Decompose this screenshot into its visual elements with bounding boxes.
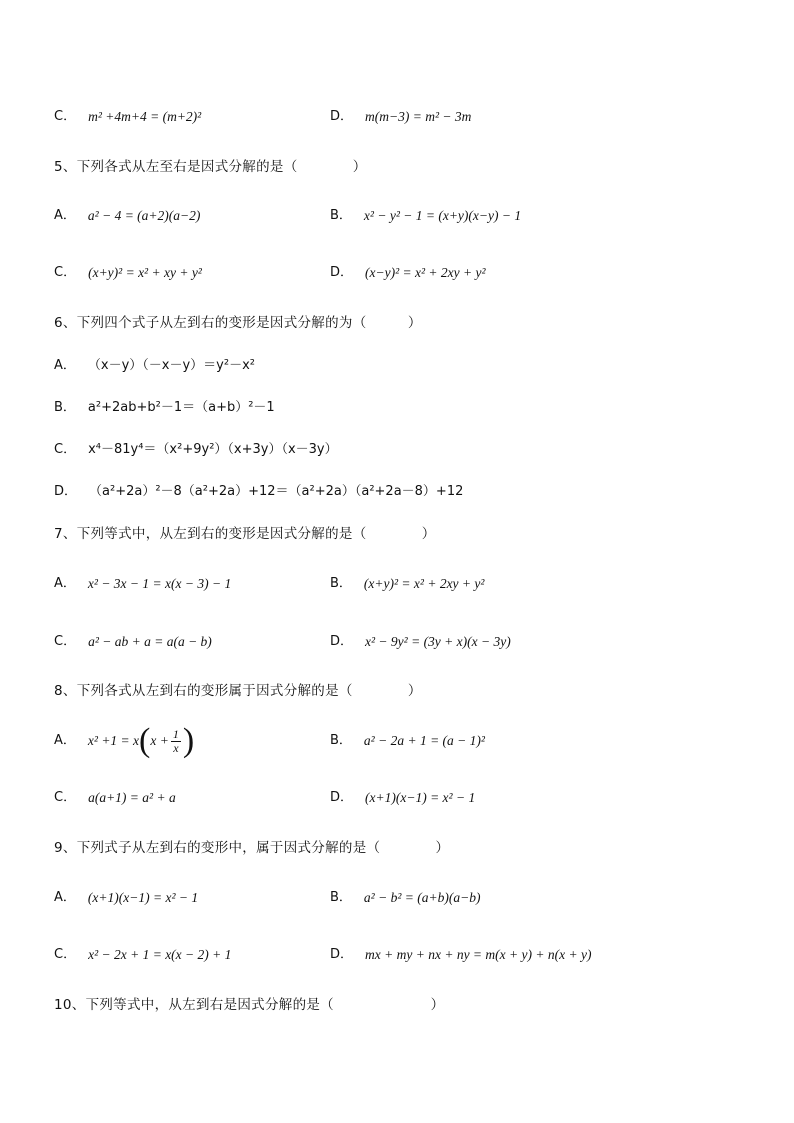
q7-option-a <box>54 575 231 593</box>
option-expression: a²+2ab+b²－1＝（a+b）²－1 <box>87 400 275 415</box>
option-expression: x⁴－81y⁴＝（x²+9y²）（x+3y）（x－3y） <box>88 442 338 457</box>
option-expression: a² − 4 = (a+2)(a−2) <box>87 208 201 223</box>
option-letter: D． <box>330 790 354 805</box>
option-letter: C． <box>54 109 77 124</box>
option-expression: a(a+1) = a² + a <box>88 790 176 805</box>
option-expression: x² − 2x + 1 = x(x − 2) + 1 <box>88 947 232 962</box>
q5-option-c <box>54 264 202 282</box>
option-letter: B． <box>330 890 352 905</box>
option-letter: C． <box>54 442 77 457</box>
option-expression: a² − b² = (a+b)(a−b) <box>363 890 481 905</box>
expression-inner: x + <box>150 733 169 748</box>
option-letter: A． <box>54 208 76 223</box>
expression-lhs: x² +1 = x <box>87 733 140 748</box>
q9-option-a <box>54 889 198 907</box>
q9-option-d <box>330 946 591 964</box>
option-letter: D． <box>330 947 354 962</box>
option-expression: (x+y)² = x² + xy + y² <box>88 265 202 280</box>
fraction-numerator: 1 <box>172 726 179 741</box>
q5-stem: 5、下列各式从左至右是因式分解的是（ ） <box>54 159 367 175</box>
option-letter: C． <box>54 947 77 962</box>
option-letter: B． <box>54 400 76 415</box>
option-expression: x² − y² − 1 = (x+y)(x−y) − 1 <box>363 208 522 223</box>
q5-option-d <box>330 264 486 282</box>
q9-stem: 9、下列式子从左到右的变形中，属于因式分解的是（ ） <box>54 840 450 856</box>
option-letter: A． <box>54 733 76 748</box>
option-letter: C． <box>54 265 77 280</box>
q5-option-a <box>54 207 200 225</box>
q8-option-a <box>54 723 194 759</box>
q6-option-d <box>54 483 463 501</box>
option-letter: B． <box>330 208 352 223</box>
option-letter: A． <box>54 890 76 905</box>
option-expression: a² − ab + a = a(a − b) <box>88 634 212 649</box>
q8-option-c <box>54 789 176 807</box>
option-letter: D． <box>330 109 354 124</box>
option-letter: C． <box>54 790 77 805</box>
q8-stem: 8、下列各式从左到右的变形属于因式分解的是（ ） <box>54 683 422 699</box>
option-letter: A． <box>54 576 76 591</box>
option-letter: D． <box>54 484 78 499</box>
option-expression: (x−y)² = x² + 2xy + y² <box>365 265 486 280</box>
option-letter: D． <box>330 265 354 280</box>
q6-option-c <box>54 441 338 459</box>
option-expression: m² +4m+4 = (m+2)² <box>88 109 202 124</box>
option-expression: (x+1)(x−1) = x² − 1 <box>365 790 476 805</box>
option-expression: （x－y）（－x－y）＝y²－x² <box>87 358 255 373</box>
option-expression: x² − 3x − 1 = x(x − 3) − 1 <box>87 576 232 591</box>
q8-option-b <box>330 732 485 750</box>
option-expression: m(m−3) = m² − 3m <box>365 109 472 124</box>
option-letter: A． <box>54 358 76 373</box>
q6-option-a <box>54 357 255 375</box>
q7-option-c <box>54 633 212 651</box>
q7-option-b <box>330 575 484 593</box>
q10-stem: 10、下列等式中，从左到右是因式分解的是（ ） <box>54 997 445 1013</box>
option-expression: mx + my + nx + ny = m(x + y) + n(x + y) <box>365 947 592 962</box>
option-letter: B． <box>330 733 352 748</box>
option-expression: (x+1)(x−1) = x² − 1 <box>87 890 199 905</box>
q9-option-b <box>330 889 480 907</box>
fraction <box>171 728 181 755</box>
option-expression <box>87 722 195 759</box>
left-paren: ( <box>139 722 151 759</box>
q6-stem: 6、下列四个式子从左到右的变形是因式分解的为（ ） <box>54 315 422 331</box>
option-expression: (x+y)² = x² + 2xy + y² <box>363 576 485 591</box>
option-letter: B． <box>330 576 352 591</box>
q7-stem: 7、下列等式中，从左到右的变形是因式分解的是（ ） <box>54 526 436 542</box>
q4-option-d <box>330 108 471 126</box>
option-expression: a² − 2a + 1 = (a − 1)² <box>363 733 485 748</box>
fraction-denominator: x <box>173 740 179 755</box>
q5-option-b <box>330 207 521 225</box>
right-paren: ) <box>182 722 195 759</box>
option-letter: C． <box>54 634 77 649</box>
option-expression: （a²+2a）²－8（a²+2a）+12＝（a²+2a）（a²+2a－8）+12 <box>89 484 464 499</box>
option-letter: D． <box>330 634 354 649</box>
q4-option-c <box>54 108 201 126</box>
q6-option-b <box>54 399 275 417</box>
q9-option-c <box>54 946 231 964</box>
option-expression: x² − 9y² = (3y + x)(x − 3y) <box>365 634 511 649</box>
q8-option-d <box>330 789 475 807</box>
q7-option-d <box>330 633 511 651</box>
